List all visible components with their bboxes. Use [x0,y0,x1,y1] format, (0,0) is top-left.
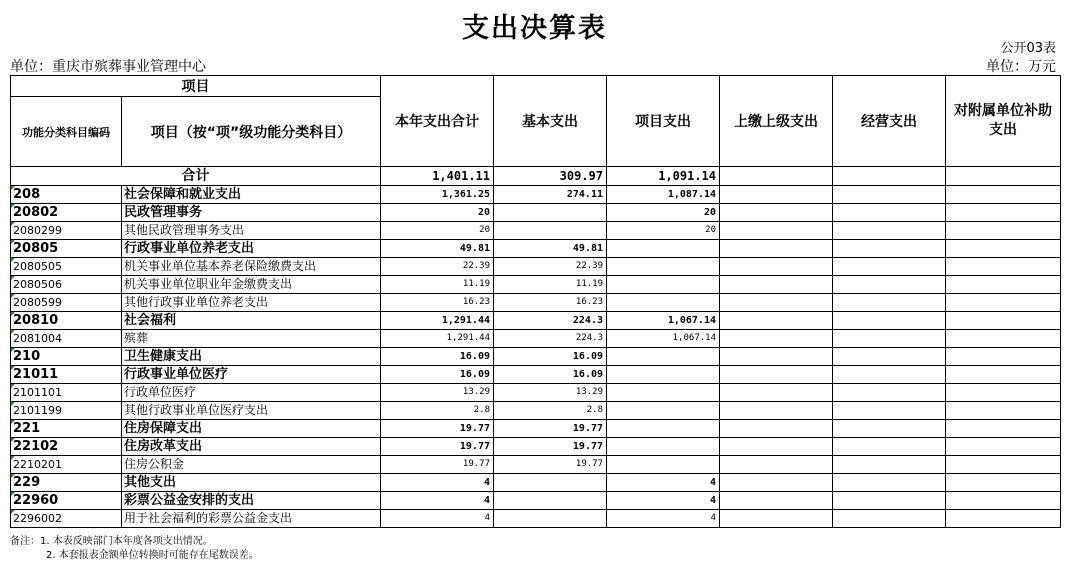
row-subsidy [946,186,1061,204]
header-total: 本年支出合计 [381,76,494,167]
row-code: 2101199 [11,402,122,420]
row-operating [833,456,946,474]
row-subsidy [946,294,1061,312]
note-prefix: 备注： [10,536,40,547]
table-row [11,510,1061,528]
row-basic: 49.81 [494,240,607,258]
total-upper [720,167,833,186]
row-code: 2080299 [11,222,122,240]
row-upper [720,294,833,312]
total-subsidy [946,167,1061,186]
total-basic: 309.97 [494,167,607,186]
money-unit: 单位：万元 [986,59,1056,75]
row-upper [720,420,833,438]
row-code: 20805 [11,240,122,258]
row-name: 其他支出 [122,474,381,492]
row-code: 22960 [11,492,122,510]
row-basic: 22.39 [494,258,607,276]
row-basic [494,204,607,222]
row-code: 22102 [11,438,122,456]
row-project: 1,067.14 [607,312,720,330]
row-name: 彩票公益金安排的支出 [122,492,381,510]
row-subsidy [946,258,1061,276]
header-subsidy: 对附属单位补助支出 [946,76,1061,167]
row-total: 13.29 [381,384,494,402]
row-basic: 11.19 [494,276,607,294]
row-operating [833,402,946,420]
header-project: 项目 [11,76,381,97]
page-title: 支出决算表 [462,13,607,44]
table-row [11,402,1061,420]
row-upper [720,402,833,420]
row-total: 49.81 [381,240,494,258]
row-total: 19.77 [381,456,494,474]
row-project [607,402,720,420]
table-row [11,240,1061,258]
row-name: 行政事业单位养老支出 [122,240,381,258]
row-operating [833,348,946,366]
row-upper [720,258,833,276]
row-code: 210 [11,348,122,366]
row-operating [833,222,946,240]
row-name: 殡葬 [122,330,381,348]
table-row [11,186,1061,204]
row-operating [833,438,946,456]
row-basic [494,510,607,528]
row-code: 2080506 [11,276,122,294]
total-operating [833,167,946,186]
row-project [607,294,720,312]
row-upper [720,474,833,492]
header-project-exp: 项目支出 [607,76,720,167]
row-operating [833,330,946,348]
table-row [11,276,1061,294]
row-operating [833,366,946,384]
table-row [11,312,1061,330]
row-name: 用于社会福利的彩票公益金支出 [122,510,381,528]
row-total: 4 [381,492,494,510]
row-subsidy [946,492,1061,510]
header-upper: 上缴上级支出 [720,76,833,167]
row-upper [720,186,833,204]
row-operating [833,420,946,438]
row-total: 19.77 [381,420,494,438]
row-upper [720,510,833,528]
header-code: 功能分类科目编码 [11,97,122,167]
row-project [607,258,720,276]
row-basic: 19.77 [494,456,607,474]
total-label: 合计 [11,167,381,186]
row-project: 4 [607,510,720,528]
row-subsidy [946,366,1061,384]
row-total: 16.09 [381,366,494,384]
row-basic: 274.11 [494,186,607,204]
row-upper [720,276,833,294]
row-project: 20 [607,204,720,222]
row-project: 4 [607,492,720,510]
row-operating [833,240,946,258]
unit-label: 单位：重庆市殡葬事业管理中心 [10,59,206,75]
row-operating [833,276,946,294]
row-name: 社会保障和就业支出 [122,186,381,204]
row-code: 20802 [11,204,122,222]
table-row [11,258,1061,276]
row-project [607,384,720,402]
header-operating: 经营支出 [833,76,946,167]
row-name: 其他行政事业单位医疗支出 [122,402,381,420]
row-total: 4 [381,510,494,528]
table-row [11,438,1061,456]
header-name: 项目（按“项”级功能分类科目） [122,97,381,167]
row-total: 1,291.44 [381,312,494,330]
expenditure-table [10,75,1061,528]
row-name: 住房改革支出 [122,438,381,456]
row-operating [833,186,946,204]
row-total: 16.09 [381,348,494,366]
row-subsidy [946,276,1061,294]
row-basic: 224.3 [494,312,607,330]
row-upper [720,366,833,384]
row-upper [720,384,833,402]
row-code: 20810 [11,312,122,330]
row-upper [720,348,833,366]
row-total: 4 [381,474,494,492]
row-project [607,456,720,474]
row-subsidy [946,474,1061,492]
row-code: 221 [11,420,122,438]
row-subsidy [946,330,1061,348]
table-row [11,474,1061,492]
row-operating [833,474,946,492]
row-subsidy [946,204,1061,222]
row-basic: 16.09 [494,348,607,366]
row-upper [720,456,833,474]
row-code: 2081004 [11,330,122,348]
row-basic: 16.23 [494,294,607,312]
row-total: 16.23 [381,294,494,312]
row-basic [494,474,607,492]
row-subsidy [946,510,1061,528]
row-operating [833,312,946,330]
row-project [607,438,720,456]
table-row [11,384,1061,402]
table-row [11,348,1061,366]
row-project: 4 [607,474,720,492]
row-basic: 16.09 [494,366,607,384]
row-code: 2080505 [11,258,122,276]
row-upper [720,222,833,240]
table-row [11,420,1061,438]
row-subsidy [946,222,1061,240]
row-upper [720,312,833,330]
row-project [607,276,720,294]
row-subsidy [946,348,1061,366]
row-name: 住房公积金 [122,456,381,474]
row-basic: 224.3 [494,330,607,348]
row-code: 229 [11,474,122,492]
row-name: 民政管理事务 [122,204,381,222]
row-basic: 2.8 [494,402,607,420]
row-name: 卫生健康支出 [122,348,381,366]
row-code: 21011 [11,366,122,384]
row-subsidy [946,312,1061,330]
row-basic: 19.77 [494,438,607,456]
table-row [11,294,1061,312]
row-total: 20 [381,204,494,222]
row-name: 机关事业单位基本养老保险缴费支出 [122,258,381,276]
row-total: 11.19 [381,276,494,294]
row-upper [720,438,833,456]
total-project: 1,091.14 [607,167,720,186]
row-project: 1,067.14 [607,330,720,348]
row-project [607,366,720,384]
row-basic [494,492,607,510]
row-upper [720,204,833,222]
row-basic [494,222,607,240]
row-operating [833,204,946,222]
row-project [607,240,720,258]
row-code: 2080599 [11,294,122,312]
row-total: 22.39 [381,258,494,276]
row-code: 208 [11,186,122,204]
row-upper [720,330,833,348]
row-subsidy [946,384,1061,402]
total-row [11,167,1061,186]
row-total: 2.8 [381,402,494,420]
row-code: 2210201 [11,456,122,474]
row-total: 1,361.25 [381,186,494,204]
row-subsidy [946,402,1061,420]
row-upper [720,240,833,258]
note-line-2: 2. 本套报表金额单位转换时可能存在尾数误差。 [46,550,259,561]
row-operating [833,258,946,276]
row-code: 2101101 [11,384,122,402]
row-operating [833,294,946,312]
note-line-1: 备注：1. 本表反映部门本年度各项支出情况。 [10,536,213,547]
row-name: 行政单位医疗 [122,384,381,402]
row-name: 社会福利 [122,312,381,330]
row-code: 2296002 [11,510,122,528]
table-row [11,330,1061,348]
row-basic: 19.77 [494,420,607,438]
form-code: 公开03表 [1000,41,1056,56]
row-operating [833,510,946,528]
row-project: 1,087.14 [607,186,720,204]
row-name: 住房保障支出 [122,420,381,438]
row-subsidy [946,438,1061,456]
table-row [11,492,1061,510]
row-subsidy [946,240,1061,258]
row-subsidy [946,456,1061,474]
table-row [11,456,1061,474]
row-name: 其他民政管理事务支出 [122,222,381,240]
row-name: 机关事业单位职业年金缴费支出 [122,276,381,294]
total-sum: 1,401.11 [381,167,494,186]
header-basic: 基本支出 [494,76,607,167]
table-row [11,366,1061,384]
table-row [11,204,1061,222]
row-operating [833,492,946,510]
row-total: 1,291.44 [381,330,494,348]
row-project [607,420,720,438]
row-project [607,348,720,366]
row-operating [833,384,946,402]
row-total: 19.77 [381,438,494,456]
row-total: 20 [381,222,494,240]
row-subsidy [946,420,1061,438]
row-basic: 13.29 [494,384,607,402]
table-row [11,222,1061,240]
row-upper [720,492,833,510]
row-project: 20 [607,222,720,240]
row-name: 行政事业单位医疗 [122,366,381,384]
row-name: 其他行政事业单位养老支出 [122,294,381,312]
